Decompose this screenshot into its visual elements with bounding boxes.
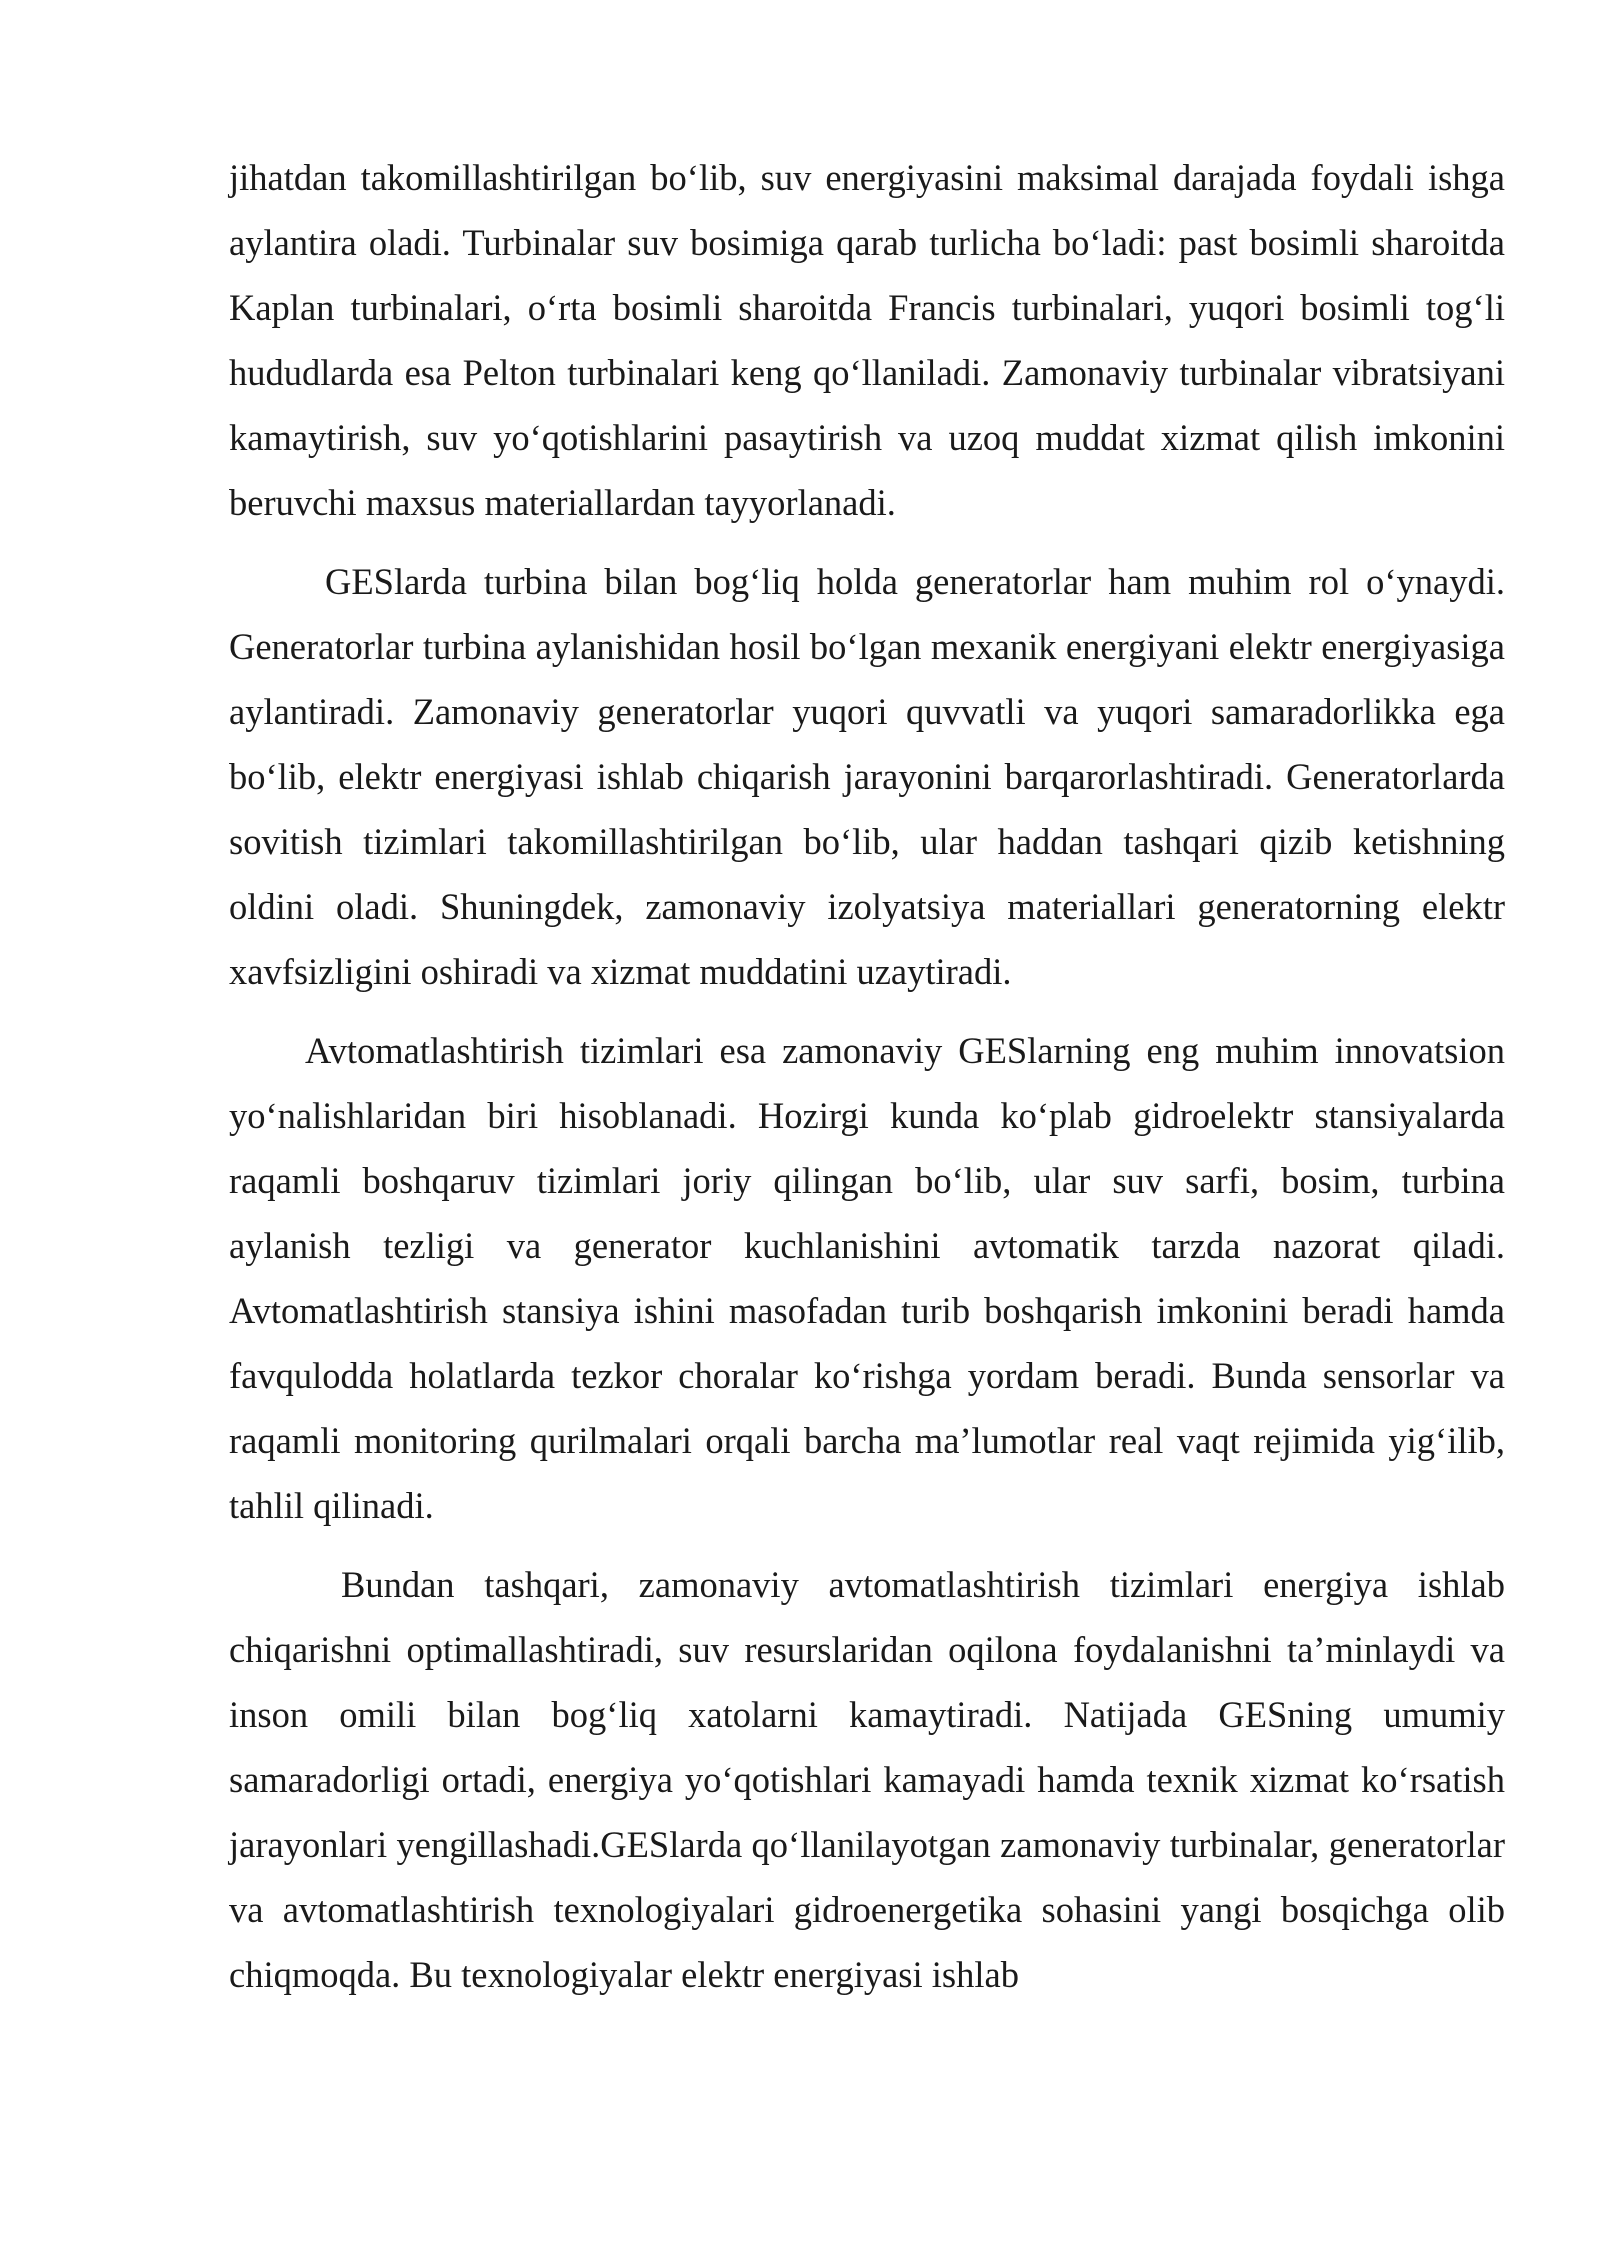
- paragraph-automation: Avtomatlashtirish tizimlari esa zamonaviy GESlarning eng muhim innovatsion yoʻnalishlaridan biri hisoblanadi. Hozirgi kunda koʻplab gidroelektr stansiyalarda raqamli boshqaruv tizimlari joriy qilingan boʻlib, ular suv sarfi, bosim, turbina aylanish tezligi va generator kuchlanishini avtomatik tarzda nazorat qiladi. Avtomatlashtirish stansiya ishini masofadan turib boshqarish imkonini beradi hamda favqulodda holatlarda tezkor choralar koʻrishga yordam beradi. Bunda sensorlar va raqamli monitoring qurilmalari orqali barcha maʼlumotlar real vaqt rejimida yigʻilib, tahlil qilinadi.: [229, 1030, 1505, 1526]
- paragraph-optimization: Bundan tashqari, zamonaviy avtomatlashtirish tizimlari energiya ishlab chiqarishni optimallashtiradi, suv resurslaridan oqilona foydalanishni taʼminlaydi va inson omili bilan bogʻliq xatolarni kamaytiradi. Natijada GESning umumiy samaradorligi ortadi, energiya yoʻqotishlari kamayadi hamda texnik xizmat koʻrsatish jarayonlari yengillashadi.GESlarda qoʻllanilayotgan zamonaviy turbinalar, generatorlar va avtomatlashtirish texnologiyalari gidroenergetika sohasini yangi bosqichga olib chiqmoqda. Bu texnologiyalar elektr energiyasi ishlab: [229, 1564, 1505, 1995]
- paragraph-generators: GESlarda turbina bilan bogʻliq holda generatorlar ham muhim rol oʻynaydi. Generatorlar turbina aylanishidan hosil boʻlgan mexanik energiyani elektr energiyasiga aylantiradi. Zamonaviy generatorlar yuqori quvvatli va yuqori samaradorlikka ega boʻlib, elektr energiyasi ishlab chiqarish jarayonini barqarorlashtiradi. Generatorlarda sovitish tizimlari takomillashtirilgan boʻlib, ular haddan tashqari qizib ketishning oldini oladi. Shuningdek, zamonaviy izolyatsiya materiallari generatorning elektr xavfsizligini oshiradi va xizmat muddatini uzaytiradi.: [229, 561, 1505, 992]
- body-text: [229, 145, 1505, 2021]
- paragraph-turbines-continued: jihatdan takomillashtirilgan boʻlib, suv energiyasini maksimal darajada foydali ishga aylantira oladi. Turbinalar suv bosimiga qarab turlicha boʻladi: past bosimli sharoitda Kaplan turbinalari, oʻrta bosimli sharoitda Francis turbinalari, yuqori bosimli togʻli hududlarda esa Pelton turbinalari keng qoʻllaniladi. Zamonaviy turbinalar vibratsiyani kamaytirish, suv yoʻqotishlarini pasaytirish va uzoq muddat xizmat qilish imkonini beruvchi maxsus materiallardan tayyorlanadi.: [229, 157, 1505, 523]
